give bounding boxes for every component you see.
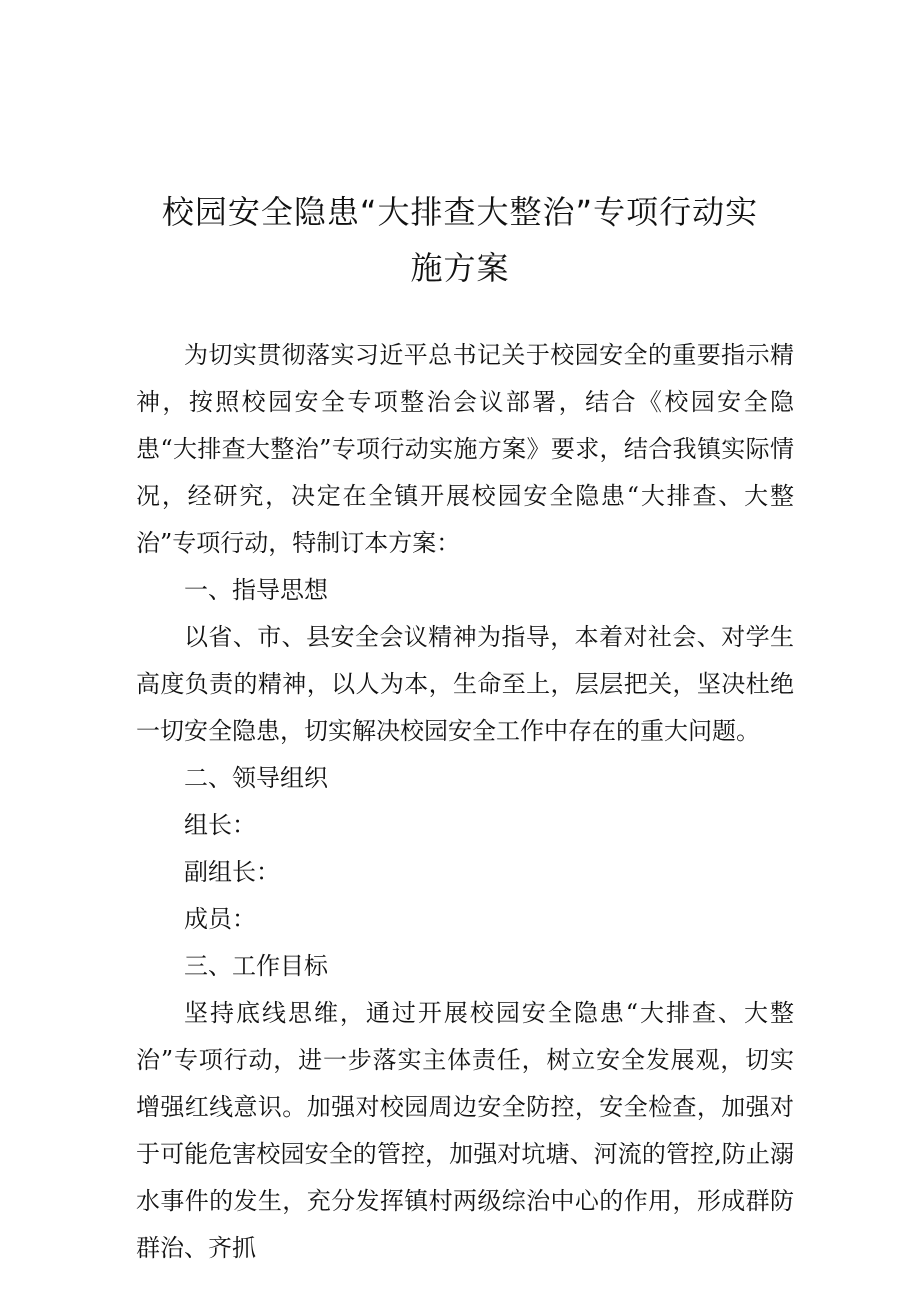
document-body xyxy=(136,332,794,1272)
document-title xyxy=(0,184,920,296)
section-heading-work-goals: 三、工作目标 xyxy=(184,952,328,980)
guiding-ideology-paragraph: 以省、市、县安全会议精神为指导，本着对社会、对学生高度负责的精神，以人为本，生命至上，层层把关，坚决杜绝一切安全隐患，切实解决校园安全工作中存在的重大问题。 xyxy=(136,623,794,745)
title-line-2: 施方案 xyxy=(410,249,510,287)
members-label: 成员： xyxy=(184,905,256,933)
deputy-leader-label: 副组长： xyxy=(184,858,280,886)
section-heading-leadership: 二、领导组织 xyxy=(184,764,328,792)
section-heading-guiding-ideology: 一、指导思想 xyxy=(184,576,328,604)
intro-paragraph: 为切实贯彻落实习近平总书记关于校园安全的重要指示精神，按照校园安全专项整治会议部署，结合《校园安全隐患“大排查大整治”专项行动实施方案》要求，结合我镇实际情况，经研究，决定在全镇开展校园安全隐患“大排查、大整治”专项行动，特制订本方案： xyxy=(136,341,794,557)
work-goals-paragraph: 坚持底线思维，通过开展校园安全隐患“大排查、大整治”专项行动，进一步落实主体责任，树立安全发展观，切实增强红线意识。加强对校园周边安全防控，安全检查，加强对于可能危害校园安全的管控，加强对坑塘、河流的管控,防止溺水事件的发生，充分发挥镇村两级综治中心的作用，形成群防群治、齐抓 xyxy=(136,999,794,1262)
leader-label: 组长： xyxy=(184,811,256,839)
title-line-1: 校园安全隐患“大排查大整治”专项行动实 xyxy=(161,193,759,231)
